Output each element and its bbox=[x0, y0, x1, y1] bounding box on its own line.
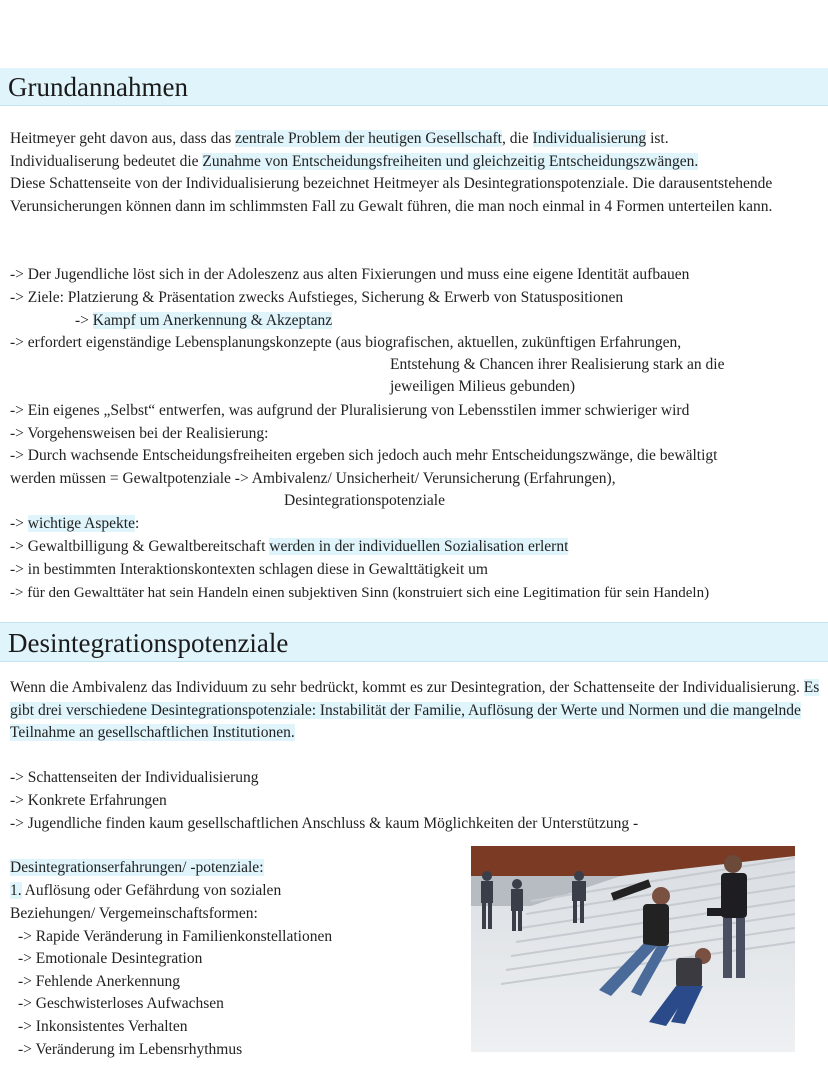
bullet-line-cont: Desintegrationspotenziale bbox=[284, 492, 445, 509]
list-item: 1. Auflösung oder Gefährdung von sozialen bbox=[10, 882, 282, 899]
bullet-line-cont: jeweiligen Milieus gebunden) bbox=[390, 378, 576, 395]
bullet-line: -> Kampf um Anerkennung & Akzeptanz bbox=[75, 312, 333, 329]
bullet-line: -> Vorgehensweisen bei der Realisierung: bbox=[10, 425, 269, 442]
bullet-line: -> für den Gewalttäter hat sein Handeln einen subjektiven Sinn (konstruiert sich eine Legitimation für sein Handeln) bbox=[10, 585, 710, 601]
bullet-line: -> Durch wachsende Entscheidungsfreiheiten ergeben sich jedoch auch mehr Entscheidungszwänge, die bewältigt bbox=[10, 447, 718, 464]
bullet-line-cont: Entstehung & Chancen ihrer Realisierung stark an die bbox=[390, 356, 725, 373]
sub-item: -> Inkonsistentes Verhalten bbox=[18, 1018, 188, 1035]
bullet-line: -> Gewaltbilligung & Gewaltbereitschaft werden in der individuellen Sozialisation erlernt bbox=[10, 538, 569, 555]
bullet-line-cont: werden müssen = Gewaltpotenziale -> Ambivalenz/ Unsicherheit/ Verunsicherung (Erfahrungen), bbox=[10, 470, 616, 487]
bullet-line: -> Ein eigenes „Selbst“ entwerfen, was aufgrund der Pluralisierung von Lebensstilen immer schwieriger wird bbox=[10, 402, 690, 419]
sub-item: -> Geschwisterloses Aufwachsen bbox=[18, 995, 224, 1012]
sub-item: -> Fehlende Anerkennung bbox=[18, 973, 180, 990]
highlight: wichtige Aspekte bbox=[27, 515, 135, 532]
highlight: Desintegrationserfahrungen/ -potenziale: bbox=[10, 859, 264, 876]
bullet-line: -> Schattenseiten der Individualisierung bbox=[10, 769, 259, 786]
bullet-line: -> wichtige Aspekte: bbox=[10, 515, 140, 532]
violence-scene-photo bbox=[471, 846, 795, 1052]
bullet-line: -> in bestimmten Interaktionskontexten schlagen diese in Gewalttätigkeit um bbox=[10, 561, 488, 578]
highlight: zentrale Problem der heutigen Gesellschaft bbox=[235, 130, 502, 147]
section-heading-grundannahmen bbox=[0, 68, 828, 106]
highlight: Es gibt drei verschiedene Desintegrationspotenziale: Instabilität der Familie, Auflösung der Werte und Normen und die mangelnde Teilnahme an gesellschaftlichen Institutionen. bbox=[10, 679, 820, 741]
intro-paragraph: Heitmeyer geht davon aus, dass das zentrale Problem der heutigen Gesellschaft, die Individualisierung ist. Individualiserung bedeutet die Zunahme von Entscheidungsfreiheiten und gleichzeitig Entscheidungszwängen. Diese Schattenseite von der Individualisierung bezeichnet Heitmeyer als Desintegrationspotenziale. Die darausentstehende Verunsicherungen können dann im schlimmsten Fall zu Gewalt führen, die man noch einmal in 4 Formen unterteilen kann. bbox=[10, 130, 773, 215]
bullet-line: -> Jugendliche finden kaum gesellschaftlichen Anschluss & kaum Möglichkeiten der Unterstützung - bbox=[10, 815, 639, 832]
heading-text: Grundannahmen bbox=[8, 72, 188, 102]
bullet-line: -> Der Jugendliche löst sich in der Adoleszenz aus alten Fixierungen und muss eine eigene Identität aufbauen bbox=[10, 266, 690, 283]
list-heading bbox=[10, 858, 264, 878]
highlight: Individualisierung bbox=[532, 130, 647, 147]
heading-text: Desintegrationspotenziale bbox=[8, 628, 289, 658]
photo-illustration bbox=[471, 846, 795, 1052]
sub-item: -> Veränderung im Lebensrhythmus bbox=[18, 1041, 243, 1058]
highlight: Kampf um Anerkennung & Akzeptanz bbox=[92, 312, 333, 329]
bullet-line: -> Ziele: Platzierung & Präsentation zwecks Aufstieges, Sicherung & Erwerb von Statuspositionen bbox=[10, 289, 624, 306]
highlight: Zunahme von Entscheidungsfreiheiten und gleichzeitig Entscheidungszwängen. bbox=[202, 152, 699, 170]
list-number: 1. bbox=[10, 882, 22, 899]
desint-intro-paragraph: Wenn die Ambivalenz das Individuum zu sehr bedrückt, kommt es zur Desintegration, der Schattenseite der Individualisierung. Es gibt drei verschiedene Desintegrationspotenziale: Instabilität der Familie, Auflösung der Werte und Normen und die mangelnde Teilnahme an gesellschaftlichen Institutionen. bbox=[10, 679, 820, 741]
list-item-cont: Beziehungen/ Vergemeinschaftsformen: bbox=[10, 905, 258, 922]
sub-item: -> Emotionale Desintegration bbox=[18, 950, 203, 967]
highlight: werden in der individuellen Sozialisation erlernt bbox=[269, 538, 569, 555]
bullet-line: -> erfordert eigenständige Lebensplanungskonzepte (aus biografischen, aktuellen, zukünftigen Erfahrungen, bbox=[10, 334, 682, 351]
bullet-line: -> Konkrete Erfahrungen bbox=[10, 792, 167, 809]
section-heading-desintegration bbox=[0, 622, 828, 662]
sub-item: -> Rapide Veränderung in Familienkonstellationen bbox=[18, 928, 333, 945]
